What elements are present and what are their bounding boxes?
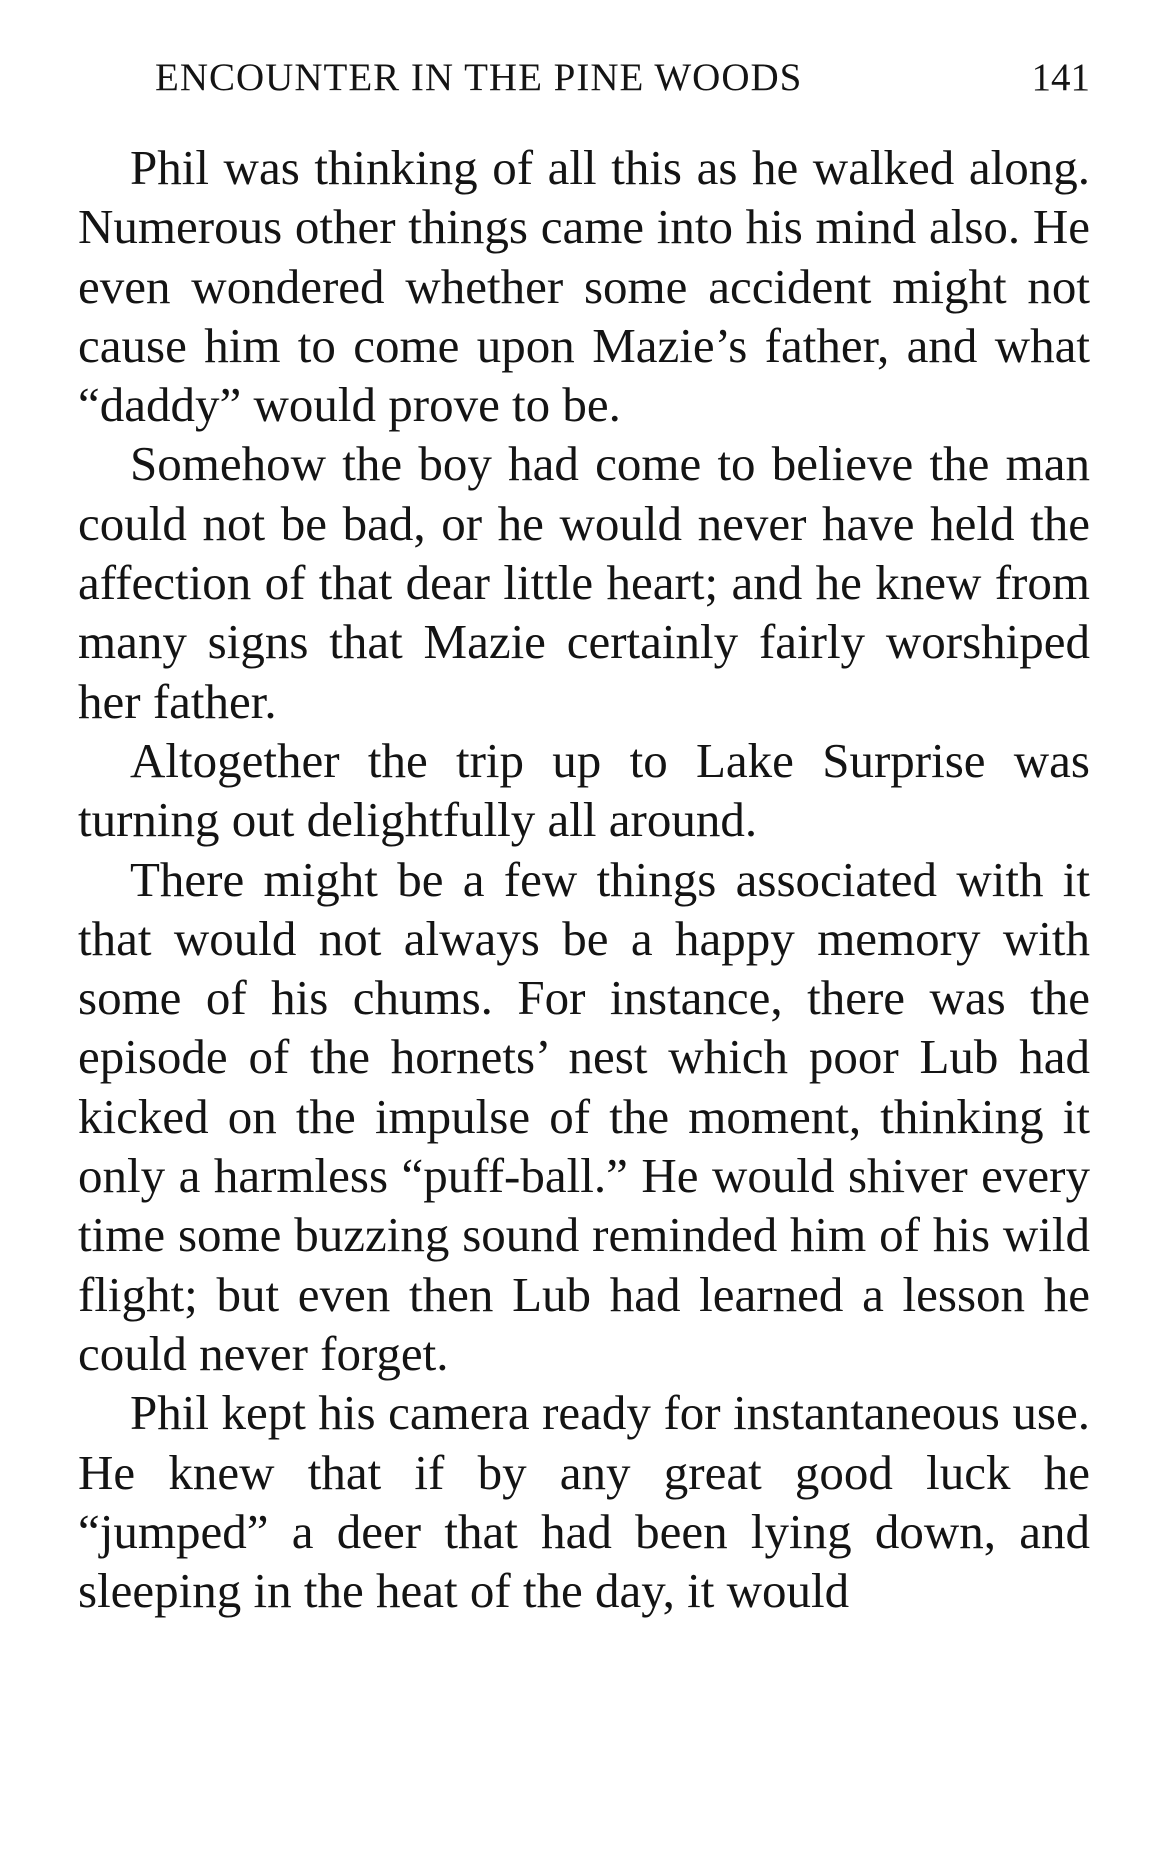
- paragraph: Phil kept his camera ready for instantaneous use. He knew that if by any great good luck he “jumped” a deer that had been lying down, and sleeping in the heat of the day, it would: [78, 1385, 1090, 1619]
- paragraph: Phil was thinking of all this as he walked along. Numerous other things came into his mind also. He even wondered whether some accident might not cause him to come upon Mazie’s father, and what “daddy” would prove to be.: [78, 140, 1090, 433]
- paragraph: Somehow the boy had come to believe the man could not be bad, or he would never have held the affection of that dear little heart; and he knew from many signs that Mazie certainly fairly worshiped her father.: [78, 436, 1090, 729]
- running-head: [155, 48, 1090, 108]
- paragraph: There might be a few things associated with it that would not always be a happy memory with some of his chums. For instance, there was the episode of the hornets’ nest which poor Lub had kicked on the impulse of the moment, thinking it only a harmless “puff-ball.” He would shiver every time some buzzing sound reminded him of his wild flight; but even then Lub had learned a lesson he could never forget.: [78, 851, 1090, 1381]
- paragraph: Altogether the trip up to Lake Surprise was turning out delightfully all around.: [78, 732, 1090, 848]
- chapter-title: ENCOUNTER IN THE PINE WOODS: [155, 56, 803, 99]
- body-text: [78, 138, 1090, 1620]
- page-number: 141: [1031, 56, 1090, 99]
